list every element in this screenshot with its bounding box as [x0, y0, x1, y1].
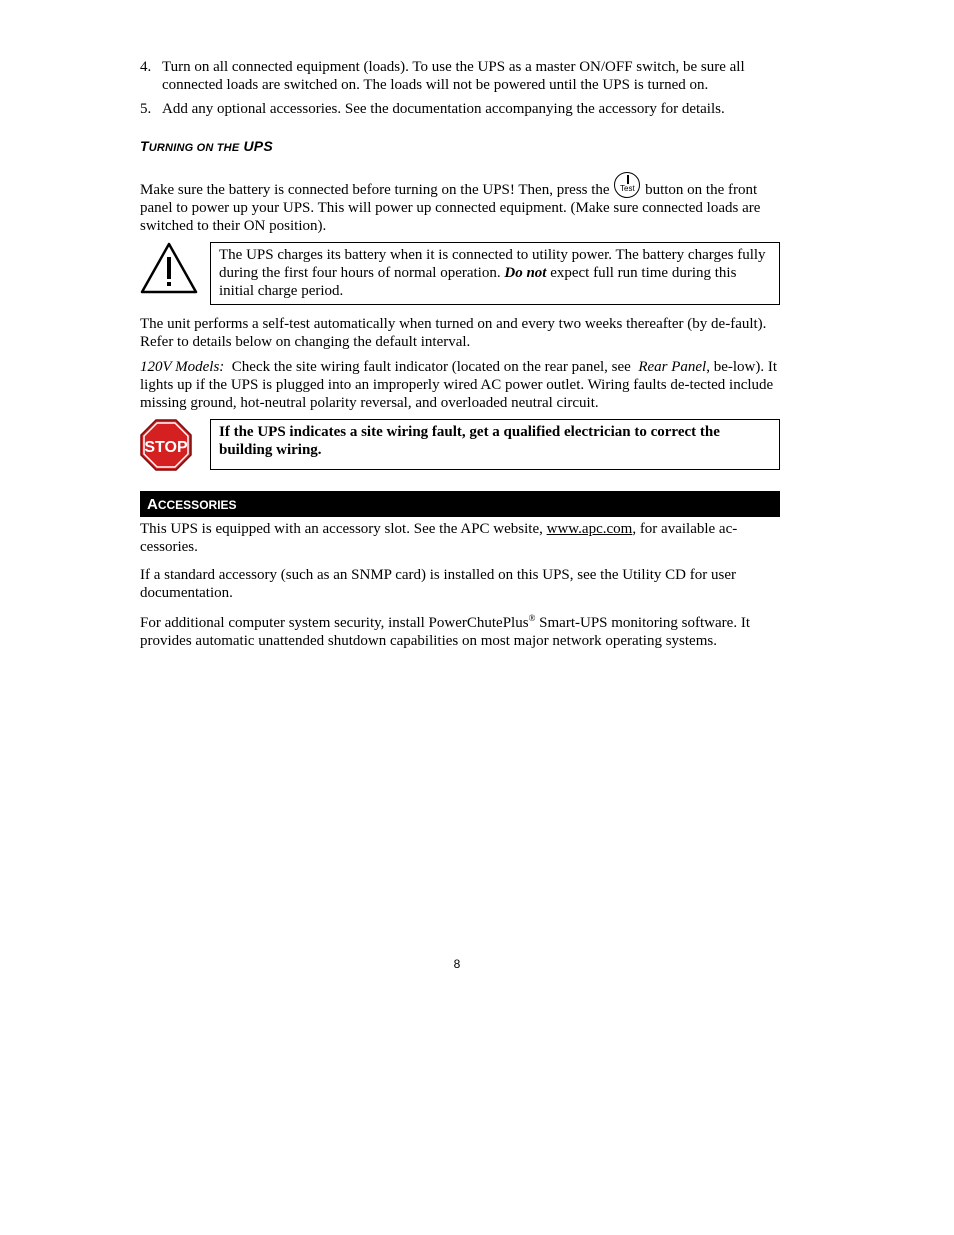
turning-on-intro [140, 172, 780, 235]
page-number: 8 [453, 957, 461, 971]
caution-text-box [210, 242, 780, 305]
stop-sign-text: STOP [144, 439, 188, 456]
heading-smallcaps: URNING ON THE [148, 142, 240, 154]
warning-triangle-icon [140, 242, 198, 294]
heading-initial: A [147, 496, 158, 513]
step-5 [140, 100, 780, 118]
turning-on-heading [140, 137, 780, 157]
accessories-paragraph-3 [140, 614, 780, 650]
step-number: 4. [140, 59, 152, 75]
stop-sign-icon [140, 419, 192, 471]
step-text: Add any optional accessories. See the documentation accompanying the accessory for details. [162, 101, 725, 117]
caution-callout [140, 242, 780, 305]
models-paragraph [140, 358, 780, 412]
accessories-paragraph-1 [140, 520, 780, 556]
step-4 [140, 58, 780, 94]
step-text: Turn on all connected equipment (loads). To use the UPS as a master ON/OFF switch, be sure all connected loads are switched on. The loads will not be powered until the UPS is turned on. [162, 59, 745, 93]
registered-mark: ® [528, 613, 536, 623]
powerchute-text-1: For additional computer system security, install PowerChutePlus [140, 615, 529, 631]
heading-initial: T [140, 138, 149, 154]
accessories-heading [140, 491, 780, 517]
models-label: 120V Models: [140, 359, 225, 375]
intro-text-1: Make sure the battery is connected before turning on the UPS! Then, press the [140, 182, 610, 198]
stop-callout [140, 419, 780, 471]
accessories-text-2: , for available ac-cessories. [140, 521, 738, 555]
caution-emphasis: Do not [504, 265, 547, 281]
apc-website-link[interactable]: www.apc.com [546, 521, 633, 537]
test-icon-label: Test [620, 184, 635, 193]
caution-text-1: The UPS charges its battery when it is connected to utility power. The battery charges fully during the first four hours of normal operation. [219, 247, 766, 281]
document-page [140, 58, 780, 657]
step-number: 5. [140, 101, 152, 117]
models-text-1: Check the site wiring fault indicator (located on the rear panel, see [231, 359, 631, 375]
accessories-paragraph-2: If a standard accessory (such as an SNMP card) is installed on this UPS, see the Utility CD for user documentation. [140, 567, 736, 601]
caution-text-2: expect full run time during this initial charge period. [219, 265, 737, 299]
intro-text-2: button on the front panel to power up your UPS. This will power up connected equipment. (Make sure connected loads are switched to their ON position). [140, 182, 761, 234]
heading-smallcaps: CCESSORIES [157, 498, 237, 512]
powerchute-text-2: Smart-UPS monitoring software. It provides automatic unattended shutdown capabilities on most major network operating systems. [140, 615, 750, 649]
models-text-2: , be-low). It lights up if the UPS is plugged into an improperly wired AC power outlet. Wiring faults de-tected include missing ground, hot-neutral polarity reversal, and overloaded neutral circuit. [140, 359, 778, 411]
stop-text-box: If the UPS indicates a site wiring fault, get a qualified electrician to correct the building wiring. [210, 419, 780, 470]
selftest-paragraph: The unit performs a self-test automatically when turned on and every two weeks thereafter (by de-fault). Refer to details below on changing the default interval. [140, 316, 767, 350]
heading-tail: UPS [243, 138, 273, 154]
test-button-icon [614, 172, 640, 198]
accessories-text-1: This UPS is equipped with an accessory slot. See the APC website, [140, 521, 543, 537]
rear-panel-reference: Rear Panel [638, 359, 707, 375]
